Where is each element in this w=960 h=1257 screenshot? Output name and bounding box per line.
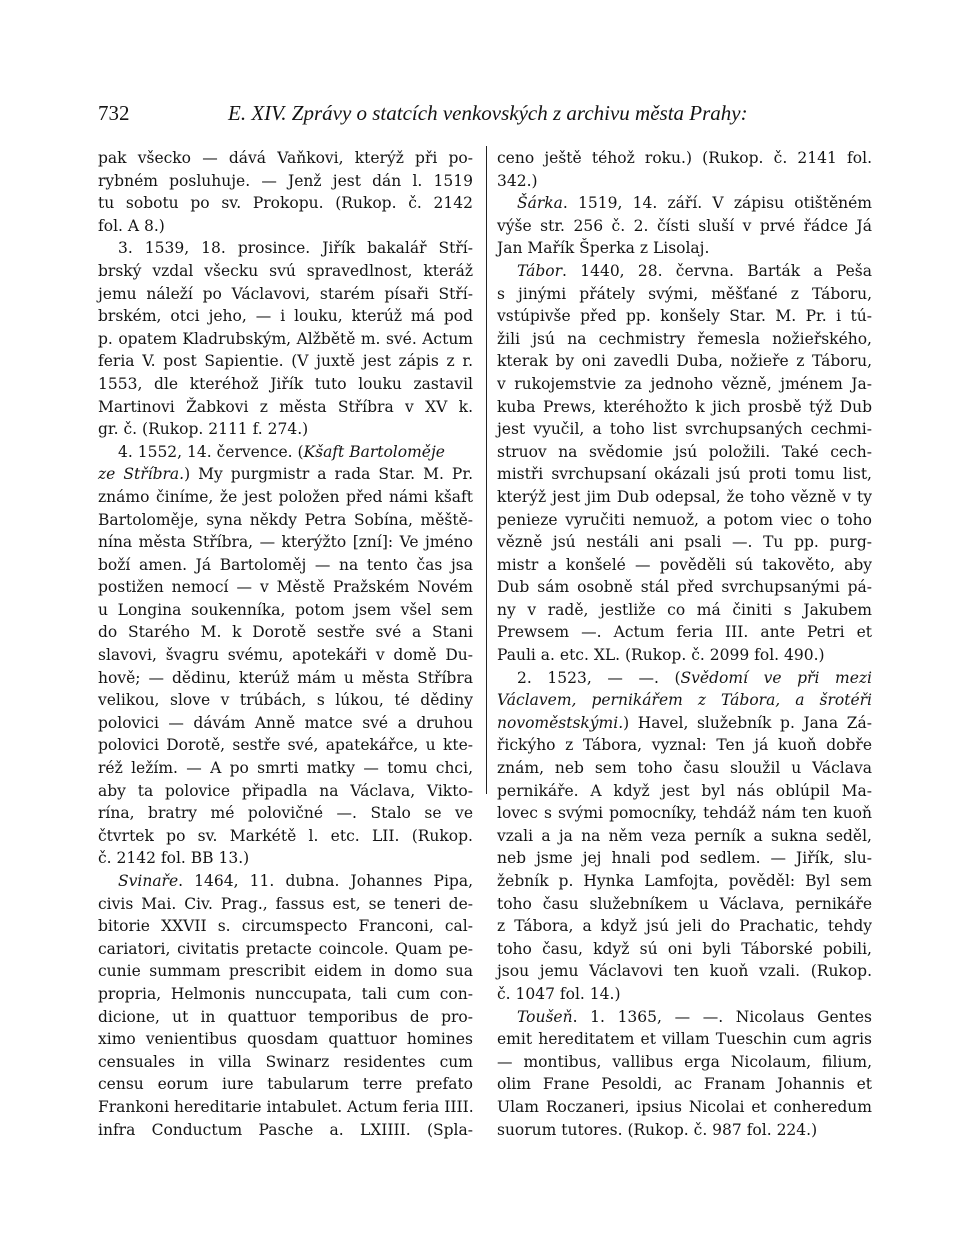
text-segment: vězně jsú nestáli ani psali —. Tu pp. purg- — [497, 533, 872, 552]
text-line — [497, 599, 872, 622]
italic-text: Kšaft Bartoloměje — [303, 442, 445, 461]
text-segment: neb jsme jej hnali pod sedlem. — Jiřík, slu- — [497, 849, 872, 868]
text-segment: žebník p. Hynka Lamfojta, pověděl: Byl sem — [497, 872, 872, 890]
text-segment: do Starého M. k Dorotě sestře své a Stani — [98, 623, 473, 642]
text-line — [497, 260, 872, 283]
text-line — [98, 1073, 473, 1096]
text-segment: . 1519, 14. září. V zápisu otištěném — [562, 194, 872, 213]
text-segment: nína města Stříbra, — kterýžto [zní]: Ve jméno — [98, 533, 473, 552]
text-segment: jest vyučil, a toho list svrchupsaných cechmi- — [497, 420, 872, 439]
text-line — [497, 621, 872, 644]
text-segment: pak všecko — dává Vaňkovi, kterýž při po- — [98, 149, 473, 167]
text-line — [98, 780, 473, 803]
text-segment: znám, neb sem toho času sloužil u Václava — [497, 759, 872, 778]
text-line — [98, 1006, 473, 1029]
text-line — [98, 305, 473, 328]
text-line — [98, 215, 473, 238]
text-line — [497, 983, 872, 1006]
text-segment: toho času, když sú oni byli Táborské pobili, — [497, 939, 872, 958]
text-segment: tu sobotu po sv. Prokopu. (Rukop. č. 2142 — [98, 194, 473, 213]
text-line — [497, 350, 872, 373]
text-segment: Jan Mařík Šperka z Lisolaj. — [497, 239, 710, 258]
text-segment: žili jsú na cechmistry řemesla nožieřského, — [497, 329, 872, 348]
text-segment: penieze vyručiti nemuož, a potom viec o toho — [497, 510, 872, 529]
text-line — [98, 418, 473, 441]
text-line — [98, 147, 473, 170]
text-segment: Martinovi Žabkovi z města Stříbra v XV k. — [98, 397, 473, 416]
text-segment: cariatori, civitatis pretacte coincole. Quam pe- — [98, 939, 473, 958]
page-header — [98, 101, 868, 131]
text-segment: boží amen. Já Bartoloměj — na tento čas jsa — [98, 555, 473, 574]
text-segment: s jinými přátely svými, měšťané z Táboru, — [497, 284, 872, 303]
text-segment: . 1440, 28. června. Barták a Peša — [562, 261, 872, 280]
text-line — [98, 509, 473, 532]
text-segment: čtvrtek po sv. Markétě l. etc. LII. (Rukop. — [98, 826, 473, 845]
text-segment: slavovi, švagru svému, apotekáři v domě Du- — [98, 646, 473, 665]
text-line — [98, 396, 473, 419]
text-segment: vstúpivše před pp. konšely Star. M. Pr. i tú- — [497, 307, 872, 326]
text-line — [98, 802, 473, 825]
text-line — [497, 396, 872, 419]
text-segment: suorum tutores. (Rukop. č. 987 fol. 224.) — [497, 1120, 818, 1139]
text-line — [98, 938, 473, 961]
text-line — [497, 305, 872, 328]
text-segment: 4. 1552, 14. července. ( — [118, 442, 304, 461]
text-segment: známo činíme, že jest položen před námi kšaft — [98, 487, 473, 506]
text-segment: jemu náleží po Václavovi, starém písaři Stří- — [98, 284, 473, 303]
italic-text: ze Stříbra. — [98, 465, 185, 484]
text-line — [98, 260, 473, 283]
text-line — [497, 192, 872, 215]
text-line — [98, 825, 473, 848]
text-segment: emit hereditatem et villam Tueschin cum agris — [497, 1030, 872, 1049]
text-line — [497, 847, 872, 870]
text-line — [98, 328, 473, 351]
text-line — [497, 509, 872, 532]
text-segment: . 1. 1365, — —. Nicolaus Gentes — [572, 1007, 872, 1026]
text-segment: 3. 1539, 18. prosince. Jiřík bakalář Stří- — [118, 239, 473, 258]
text-line — [98, 644, 473, 667]
text-segment: censu eorum iure tabularum terre prefato — [98, 1075, 473, 1094]
text-segment: kterak by oni zavedli Duba, nožieře z Táboru, — [497, 352, 872, 371]
text-line — [497, 373, 872, 396]
text-segment: řickýho z Tábora, vyznal: Ten já kuoň dobře — [497, 736, 872, 755]
text-segment: 1553, dle kteréhož Jiřík tuto louku zastavil — [98, 374, 473, 393]
text-segment: p. opatem Kladrubským, Alžbětě m. své. Actum — [98, 329, 473, 348]
text-segment: č. 1047 fol. 14.) — [497, 984, 621, 1003]
text-line — [497, 1096, 872, 1119]
text-segment: jsou jemu Václavovi ten kuoň vzali. (Rukop. — [497, 962, 872, 981]
text-line — [497, 780, 872, 803]
text-segment: dicione, ut in quattuor temporibus de pro- — [98, 1007, 473, 1026]
text-segment: infra Conductum Pasche a. LXIIII. (Spla- — [98, 1120, 473, 1139]
text-segment: mistr a konšelé — pověděli sú takověto, aby — [497, 555, 872, 574]
text-line — [497, 215, 872, 238]
text-line — [98, 983, 473, 1006]
text-line — [497, 960, 872, 983]
italic-text: Tábor — [517, 261, 563, 280]
text-segment: u Longina soukenníka, potom jsem všel sem — [98, 600, 473, 619]
text-line — [497, 1119, 872, 1142]
text-segment: č. 2142 fol. BB 13.) — [98, 849, 250, 868]
text-line — [98, 893, 473, 916]
text-segment: struov na svědomie jsú položili. Také cech- — [497, 442, 872, 461]
text-line — [98, 757, 473, 780]
text-line — [98, 192, 473, 215]
text-segment: polovici Dorotě, sestře své, apatekářce, u kte- — [98, 736, 473, 755]
text-segment: bitorie XXVII s. circumspecto Franconi, cal- — [98, 917, 473, 936]
text-line — [98, 915, 473, 938]
text-segment: gr. č. (Rukop. 2111 f. 274.) — [98, 420, 309, 439]
text-segment: vzali a ja na něm veza perník a sukna seděl, — [497, 826, 872, 845]
text-segment: toho času služebníkem u Václava, pernikáře — [497, 894, 872, 913]
text-segment: 342.) — [497, 171, 538, 190]
text-line — [98, 1096, 473, 1119]
text-line — [98, 463, 473, 486]
text-segment: feria V. post Sapientie. (V juxtě jest zápis z r. — [98, 352, 473, 371]
text-line — [98, 621, 473, 644]
text-line — [497, 554, 872, 577]
text-segment: Bartoloměje, syna někdy Petra Sobína, měště- — [98, 510, 473, 529]
text-line — [497, 441, 872, 464]
text-segment: aby ta polovice připadla na Václava, Vikto- — [98, 781, 473, 800]
text-line — [98, 599, 473, 622]
text-segment: velikou, slove v trúbách, s lúkou, té dědiny — [98, 691, 473, 710]
text-segment: Dub sám osobně stál před svrchupsanými pá- — [497, 578, 872, 597]
text-line — [98, 734, 473, 757]
text-line — [497, 757, 872, 780]
italic-text: Svědomí ve při mezi — [680, 668, 872, 687]
text-segment: mistři svrchupsaní okázali jsú proti tomu list, — [497, 465, 872, 484]
text-segment: ximo venientibus quosdam quattuor homines — [98, 1030, 473, 1049]
text-line — [98, 554, 473, 577]
text-segment: Ulam Roczaneri, ipsius Nicolai et conheredum — [497, 1097, 872, 1116]
text-segment: Frankoni hereditarie intabulet. Actum feria IIII. — [98, 1097, 474, 1116]
text-line — [98, 712, 473, 735]
text-segment: rybném posluhuje. — Jenž jest dán l. 1519 — [98, 171, 473, 190]
text-line — [98, 441, 473, 464]
italic-text: Svinaře — [118, 872, 179, 890]
text-line — [98, 689, 473, 712]
italic-text: novoměstskými. — [497, 713, 624, 732]
text-line — [497, 147, 872, 170]
text-segment: z Tábora, a když jsú jeli do Prachatic, tehdy — [497, 917, 872, 936]
text-line — [497, 170, 872, 193]
text-line — [98, 870, 473, 893]
text-line — [497, 1051, 872, 1074]
text-segment: 2. 1523, — —. ( — [517, 668, 681, 687]
text-line — [497, 712, 872, 735]
text-line — [497, 1006, 872, 1029]
text-segment: kuba Prews, kteréhožto k jich prosbě týž Dub — [497, 397, 872, 416]
running-head: E. XIV. Zprávy o statcích venkovských z archivu města Prahy: — [228, 101, 748, 125]
text-segment: ) Havel, služebník p. Jana Zá- — [623, 713, 872, 732]
italic-text: Václavem, pernikářem z Tábora, a šrotéři — [497, 691, 872, 710]
text-line — [497, 1073, 872, 1096]
text-line — [497, 915, 872, 938]
text-line — [497, 531, 872, 554]
text-segment: cunie summam prescribit eidem in domo sua — [98, 962, 473, 981]
text-line — [497, 689, 872, 712]
text-line — [98, 170, 473, 193]
text-segment: polovici — dávám Anně matce své a druhou — [98, 713, 473, 732]
text-line — [98, 486, 473, 509]
page-number: 732 — [98, 101, 130, 125]
text-line — [497, 418, 872, 441]
text-line — [98, 1028, 473, 1051]
text-line — [98, 373, 473, 396]
text-line — [497, 938, 872, 961]
text-line — [497, 825, 872, 848]
text-line — [98, 667, 473, 690]
text-line — [497, 870, 872, 893]
text-line — [497, 283, 872, 306]
text-segment: ny v radě, jestliže co má činiti s Jakubem — [497, 600, 872, 619]
text-segment: olim Frane Pesoldi, ac Franam Johannis et — [497, 1075, 872, 1094]
text-line — [497, 486, 872, 509]
text-line — [497, 237, 872, 260]
text-segment: — montibus, vallibus erga Nicolaum, filium, — [497, 1052, 872, 1071]
right-column — [497, 147, 872, 1141]
text-segment: civis Mai. Civ. Prag., fassus est, se teneri de- — [98, 894, 473, 913]
text-line — [98, 350, 473, 373]
text-segment: výše str. 256 č. 2. čísti sluší v prvé řádce Já — [497, 216, 872, 235]
text-segment: pernikáře. A když jest byl nás oblúpil Ma- — [497, 781, 872, 800]
text-line — [98, 531, 473, 554]
text-segment: postižen nemocí — v Městě Pražském Novém — [98, 578, 473, 597]
text-line — [98, 960, 473, 983]
text-line — [497, 463, 872, 486]
text-line — [497, 734, 872, 757]
text-line — [98, 1119, 473, 1142]
italic-text: Toušeň — [517, 1007, 573, 1026]
text-segment: propria, Helmonis nunccupata, tali cum con- — [98, 984, 473, 1003]
text-line — [497, 644, 872, 667]
text-segment: ceno ještě téhož roku.) (Rukop. č. 2141 fol. — [497, 149, 872, 167]
text-segment: brský vzdal všecku svú spravedlnost, kteráž — [98, 261, 473, 280]
text-segment: lovec s svými pomocníky, tehdáž nám ten kuoň — [497, 804, 872, 823]
text-line — [497, 1028, 872, 1051]
column-divider — [486, 146, 487, 794]
text-segment: hově; — dědinu, kterúž mám u města Stříbra — [98, 668, 473, 687]
text-line — [497, 328, 872, 351]
text-segment: réž ležím. — A po smrti matky — tomu chci, — [98, 759, 473, 778]
text-line — [497, 576, 872, 599]
text-line — [497, 893, 872, 916]
text-segment: Prewsem —. Actum feria III. ante Petri et — [497, 623, 872, 642]
text-segment: censuales in villa Swinarz residentes cum — [98, 1052, 473, 1071]
left-column — [98, 147, 473, 1141]
text-segment: . 1464, 11. dubna. Johannes Pipa, — [178, 872, 473, 890]
text-segment: v rukojemstvie za jednoho vězně, jménem Ja- — [497, 374, 872, 393]
text-segment: brském, otci jeho, — i louku, kterúž má pod — [98, 307, 473, 326]
text-line — [98, 283, 473, 306]
text-segment: kterýž jest jim Dub odepsal, že toho vězně v ty — [497, 487, 872, 506]
italic-text: Šárka — [517, 194, 563, 213]
text-segment: rína, bratry mé polovičné —. Stalo se ve — [98, 804, 473, 823]
text-line — [98, 847, 473, 870]
text-line — [497, 667, 872, 690]
text-segment: Pauli a. etc. XL. (Rukop. č. 2099 fol. 490.) — [497, 646, 825, 665]
text-segment: ) My purgmistr a rada Star. M. Pr. — [184, 465, 473, 484]
text-segment: fol. A 8.) — [98, 216, 165, 235]
text-line — [497, 802, 872, 825]
text-line — [98, 237, 473, 260]
text-line — [98, 576, 473, 599]
text-line — [98, 1051, 473, 1074]
